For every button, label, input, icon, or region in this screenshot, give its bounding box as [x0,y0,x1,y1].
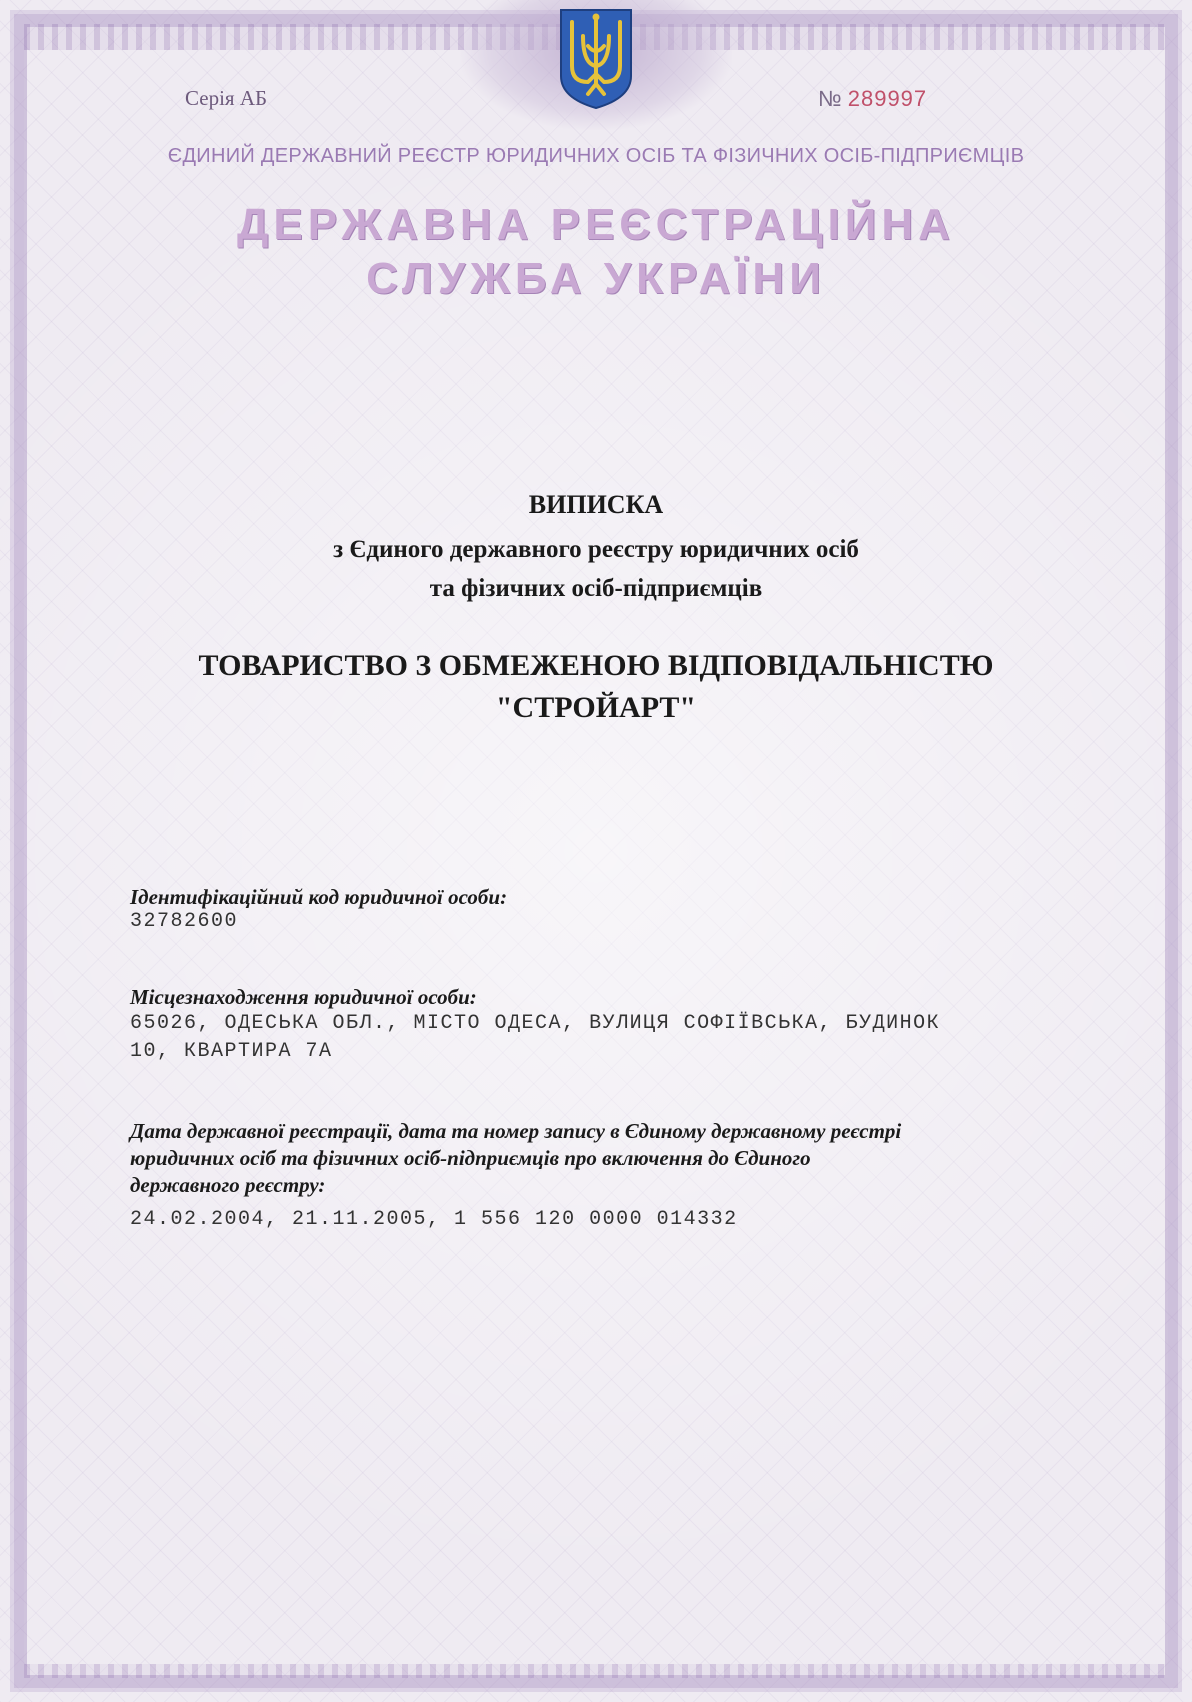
service-title [0,198,1192,306]
location-label: Місцезнаходження юридичної особи: [130,985,477,1009]
id-code-value: 32782600 [130,910,239,933]
document-title: ВИПИСКА [528,490,664,519]
location-value-line2: 10, КВАРТИРА 7А [130,1040,333,1063]
id-code-label: Ідентифікаційний код юридичної особи: [130,885,508,909]
registration-date-label-line1: Дата державної реєстрації, дата та номер запису в Єдиному державному реєстрі [130,1119,902,1143]
location-value-line1: 65026, ОДЕСЬКА ОБЛ., МІСТО ОДЕСА, ВУЛИЦЯ СОФІЇВСЬКА, БУДИНОК [130,1012,941,1035]
service-title-line2: СЛУЖБА УКРАЇНИ [366,254,826,303]
document-number [818,86,927,112]
company-name-line2: "СТРОЙАРТ" [495,691,697,724]
registration-date-label [130,1118,1090,1199]
subtitle-line2: та фізичних осіб-підприємців [429,575,763,602]
location-value [130,1010,1090,1066]
series-label: Серія АБ [185,86,268,110]
number-sign: № [818,86,842,111]
bottom-guilloche-band [24,1664,1168,1678]
service-title-line1: ДЕРЖАВНА РЕЄСТРАЦІЙНА [237,200,955,249]
company-name [0,645,1192,729]
registration-date-value: 24.02.2004, 21.11.2005, 1 556 120 0000 014332 [130,1208,738,1231]
registration-date-label-line2: юридичних осіб та фізичних осіб-підприємців про включення до Єдиного [130,1146,811,1170]
number-value: 289997 [847,86,928,111]
document-subtitle [0,530,1192,608]
subtitle-line1: з Єдиного державного реєстру юридичних осіб [333,536,859,563]
registration-date-label-line3: державного реєстру: [130,1173,326,1197]
registry-heading: ЄДИНИЙ ДЕРЖАВНИЙ РЕЄСТР ЮРИДИЧНИХ ОСІБ ТА ФІЗИЧНИХ ОСІБ-ПІДПРИЄМЦІВ [167,145,1025,167]
company-name-line1: ТОВАРИСТВО З ОБМЕЖЕНОЮ ВІДПОВІДАЛЬНІСТЮ [198,649,994,682]
trident-icon [555,6,637,110]
